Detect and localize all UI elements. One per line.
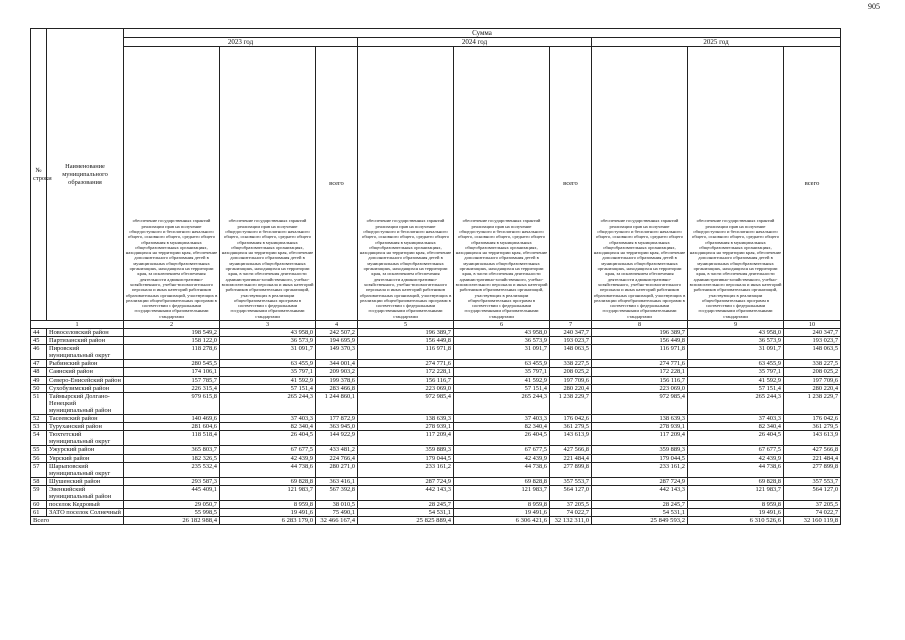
value-cell: 172 228,1 [592,368,688,376]
value-cell: 157 785,7 [124,376,220,384]
value-cell: 221 484,4 [550,454,592,462]
table-row [31,454,841,462]
municipality-name: Тюхтетский муниципальный округ [47,431,124,446]
value-cell: 37 403,3 [220,415,316,423]
value-cell: 280 220,4 [550,384,592,392]
column-number-7: 7 [550,321,592,329]
value-cell: 433 481,2 [316,446,358,454]
value-cell: 31 091,7 [454,345,550,360]
table-row [31,485,841,500]
value-cell: 75 490,1 [316,509,358,517]
total-value-cell: 6 310 526,6 [688,517,784,525]
value-cell: 37 205,5 [550,501,592,509]
value-cell: 31 091,7 [688,345,784,360]
value-cell: 223 069,0 [592,384,688,392]
table-row [31,345,841,360]
value-cell: 82 340,4 [220,423,316,431]
value-cell: 36 573,9 [220,337,316,345]
value-cell: 193 023,7 [550,337,592,345]
value-cell: 442 143,3 [358,485,454,500]
value-cell: 567 392,8 [316,485,358,500]
value-cell: 156 449,8 [592,337,688,345]
header-desc-b-2024: обеспечение государственных гарантий реализации прав на получение общедоступного и бесплатного начального общего, основного общего, среднего общего образования в муниципальных общеобразовательных организациях, находящихся на территории края, обеспечение дополнительного образования детей в муниципальных общеобразовательных организациях, находящихся на территории края, в части обеспечения деятельности административно-хозяйственного, учебно-вспомогательного персонала и иных категорий работников образовательных организаций, участвующих в реализации общеобразовательных программ в соответствии с федеральными государственными образовательными стандартами [454,47,550,321]
municipality-name: Партизанский район [47,337,124,345]
value-cell: 564 127,0 [550,485,592,500]
value-cell: 176 042,6 [784,415,841,423]
total-value-cell: 32 160 119,8 [784,517,841,525]
value-cell: 197 709,6 [550,376,592,384]
value-cell: 117 209,4 [358,431,454,446]
value-cell: 69 828,8 [688,477,784,485]
row-number: 60 [31,501,47,509]
table-row [31,376,841,384]
value-cell: 35 797,1 [220,368,316,376]
value-cell: 277 899,8 [784,462,841,477]
value-cell: 274 771,6 [592,360,688,368]
row-number: 44 [31,329,47,337]
value-cell: 442 143,3 [592,485,688,500]
budget-table [30,28,841,525]
value-cell: 197 709,6 [784,376,841,384]
value-cell: 69 828,8 [220,477,316,485]
municipality-name: Новоселовский район [47,329,124,337]
row-number: 51 [31,392,47,414]
value-cell: 82 340,4 [688,423,784,431]
total-value-cell: 26 182 988,4 [124,517,220,525]
value-cell: 156 116,7 [592,376,688,384]
municipality-name: Сухобузимский район [47,384,124,392]
value-cell: 280 271,0 [316,462,358,477]
value-cell: 174 106,1 [124,368,220,376]
value-cell: 338 227,5 [550,360,592,368]
value-cell: 43 958,0 [454,329,550,337]
row-number: 48 [31,368,47,376]
value-cell: 278 939,1 [358,423,454,431]
row-number: 47 [31,360,47,368]
value-cell: 281 604,6 [124,423,220,431]
value-cell: 365 803,7 [124,446,220,454]
value-cell: 179 044,5 [358,454,454,462]
value-cell: 280 220,4 [784,384,841,392]
value-cell: 176 042,6 [550,415,592,423]
total-row [31,517,841,525]
municipality-name: Северо-Енисейский район [47,376,124,384]
table-row [31,423,841,431]
value-cell: 972 985,4 [358,392,454,414]
value-cell: 37 403,3 [688,415,784,423]
row-number: 56 [31,454,47,462]
value-cell: 42 439,9 [688,454,784,462]
header-desc-a-2024: обеспечение государственных гарантий реализации прав на получение общедоступного и бесплатного начального общего, основного общего, среднего общего образования в муниципальных общеобразовательных организациях, находящихся на территории края, обеспечение дополнительного образования детей в муниципальных общеобразовательных организациях, находящихся на территории края, за исключением обеспечения деятельности административно-хозяйственного, учебно-вспомогательного персонала и иных категорий работников образовательных организаций, участвующих в реализации общеобразовательных программ в соответствии с федеральными государственными образовательными стандартами [358,47,454,321]
value-cell: 28 245,7 [592,501,688,509]
table-row [31,368,841,376]
value-cell: 359 889,3 [592,446,688,454]
value-cell: 67 677,5 [220,446,316,454]
column-numbers-row [31,321,841,329]
value-cell: 344 001,4 [316,360,358,368]
value-cell: 74 022,7 [550,509,592,517]
value-cell: 199 378,6 [316,376,358,384]
value-cell: 121 983,7 [688,485,784,500]
value-cell: 240 347,7 [784,329,841,337]
value-cell: 35 797,1 [454,368,550,376]
value-cell: 287 724,9 [592,477,688,485]
table-body [31,329,841,525]
value-cell: 427 566,8 [784,446,841,454]
row-number: 49 [31,376,47,384]
value-cell: 283 466,8 [316,384,358,392]
value-cell: 221 484,4 [784,454,841,462]
value-cell: 233 161,2 [592,462,688,477]
value-cell: 280 545,5 [124,360,220,368]
value-cell: 235 532,4 [124,462,220,477]
total-value-cell: 25 849 593,2 [592,517,688,525]
table-header [31,29,841,329]
value-cell: 54 531,1 [358,509,454,517]
value-cell: 182 326,5 [124,454,220,462]
value-cell: 117 209,4 [592,431,688,446]
column-number-2: 2 [124,321,220,329]
value-cell: 63 455,9 [220,360,316,368]
value-cell: 26 404,5 [454,431,550,446]
row-number: 58 [31,477,47,485]
value-cell: 63 455,9 [454,360,550,368]
municipality-name: Шушенский район [47,477,124,485]
header-municipality-name: Наименование муниципального образования [47,29,124,321]
column-number-4: 4 [316,321,358,329]
value-cell: 42 439,9 [454,454,550,462]
table-row [31,415,841,423]
value-cell: 226 315,4 [124,384,220,392]
value-cell: 38 010,5 [316,501,358,509]
row-number: 57 [31,462,47,477]
value-cell: 278 939,1 [592,423,688,431]
value-cell: 31 091,7 [220,345,316,360]
value-cell: 427 566,8 [550,446,592,454]
value-cell: 223 069,0 [358,384,454,392]
row-number: 52 [31,415,47,423]
table-row [31,329,841,337]
municipality-name: Эвенкийский муниципальный район [47,485,124,500]
municipality-name: поселок Кедровый [47,501,124,509]
value-cell: 143 613,9 [550,431,592,446]
value-cell: 41 592,9 [220,376,316,384]
municipality-name: Пировский муниципальный округ [47,345,124,360]
value-cell: 338 227,5 [784,360,841,368]
value-cell: 8 959,8 [220,501,316,509]
column-number-5: 5 [358,321,454,329]
value-cell: 37 205,5 [784,501,841,509]
value-cell: 1 238 229,7 [550,392,592,414]
total-value-cell: 32 132 311,0 [550,517,592,525]
value-cell: 208 025,2 [550,368,592,376]
value-cell: 42 439,9 [220,454,316,462]
municipality-name: Шарыповский муниципальный округ [47,462,124,477]
value-cell: 148 063,5 [550,345,592,360]
value-cell: 274 771,6 [358,360,454,368]
row-number: 61 [31,509,47,517]
table-row [31,462,841,477]
value-cell: 41 592,9 [688,376,784,384]
value-cell: 287 724,9 [358,477,454,485]
value-cell: 196 389,7 [358,329,454,337]
value-cell: 35 797,1 [688,368,784,376]
value-cell: 55 998,5 [124,509,220,517]
table-row [31,509,841,517]
table-row [31,501,841,509]
header-total-2024: всего [550,47,592,321]
value-cell: 118 278,6 [124,345,220,360]
table-row [31,392,841,414]
value-cell: 172 228,1 [358,368,454,376]
header-year-2025: 2025 год [592,38,841,47]
value-cell: 979 615,8 [124,392,220,414]
table-row [31,477,841,485]
value-cell: 26 404,5 [220,431,316,446]
value-cell: 265 244,3 [220,392,316,414]
value-cell: 361 279,5 [550,423,592,431]
page-number: 905 [868,2,880,11]
column-number-9: 9 [688,321,784,329]
table-row [31,384,841,392]
value-cell: 69 828,8 [454,477,550,485]
value-cell: 143 613,9 [784,431,841,446]
value-cell: 972 985,4 [592,392,688,414]
table-row [31,337,841,345]
row-number: 50 [31,384,47,392]
total-value-cell: 25 825 889,4 [358,517,454,525]
value-cell: 43 958,0 [220,329,316,337]
value-cell: 57 151,4 [454,384,550,392]
row-number: 53 [31,423,47,431]
municipality-name: Саянский район [47,368,124,376]
header-year-2023: 2023 год [124,38,358,47]
value-cell: 445 409,1 [124,485,220,500]
value-cell: 138 639,3 [358,415,454,423]
value-cell: 277 899,8 [550,462,592,477]
header-total-2023: всего [316,47,358,321]
value-cell: 233 161,2 [358,462,454,477]
value-cell: 363 945,0 [316,423,358,431]
table-row [31,360,841,368]
row-number: 54 [31,431,47,446]
value-cell: 193 023,7 [784,337,841,345]
value-cell: 361 279,5 [784,423,841,431]
total-value-cell: 6 306 421,6 [454,517,550,525]
column-number-10: 10 [784,321,841,329]
total-value-cell: 32 466 167,4 [316,517,358,525]
value-cell: 1 244 860,1 [316,392,358,414]
value-cell: 8 959,8 [454,501,550,509]
value-cell: 19 491,6 [454,509,550,517]
value-cell: 363 416,1 [316,477,358,485]
value-cell: 19 491,6 [688,509,784,517]
municipality-name: Таймырский Долгано-Ненецкий муниципальный район [47,392,124,414]
value-cell: 63 455,9 [688,360,784,368]
municipality-name: Тасеевский район [47,415,124,423]
value-cell: 44 738,6 [220,462,316,477]
header-year-2024: 2024 год [358,38,592,47]
value-cell: 36 573,9 [688,337,784,345]
header-desc-a-2025: обеспечение государственных гарантий реализации прав на получение общедоступного и бесплатного начального общего, основного общего, среднего общего образования в муниципальных общеобразовательных организациях, находящихся на территории края, обеспечение дополнительного образования детей в муниципальных общеобразовательных организациях, находящихся на территории края, за исключением обеспечения деятельности административно-хозяйственного, учебно-вспомогательного персонала и иных категорий работников образовательных организаций, участвующих в реализации общеобразовательных программ в соответствии с федеральными государственными образовательными стандартами [592,47,688,321]
value-cell: 121 983,7 [220,485,316,500]
municipality-name: Ужурский район [47,446,124,454]
value-cell: 149 370,3 [316,345,358,360]
value-cell: 44 738,6 [688,462,784,477]
value-cell: 564 127,0 [784,485,841,500]
value-cell: 208 025,2 [784,368,841,376]
value-cell: 37 403,3 [454,415,550,423]
value-cell: 54 531,1 [592,509,688,517]
value-cell: 265 244,3 [454,392,550,414]
value-cell: 67 677,5 [454,446,550,454]
column-number-3: 3 [220,321,316,329]
value-cell: 138 639,3 [592,415,688,423]
value-cell: 148 063,5 [784,345,841,360]
value-cell: 1 238 229,7 [784,392,841,414]
value-cell: 118 518,4 [124,431,220,446]
value-cell: 26 404,5 [688,431,784,446]
value-cell: 29 050,7 [124,501,220,509]
value-cell: 224 766,4 [316,454,358,462]
value-cell: 293 587,3 [124,477,220,485]
value-cell: 209 903,2 [316,368,358,376]
value-cell: 44 738,6 [454,462,550,477]
value-cell: 242 507,2 [316,329,358,337]
value-cell: 57 151,4 [688,384,784,392]
municipality-name: Туруханский район [47,423,124,431]
column-number-6: 6 [454,321,550,329]
row-number: 59 [31,485,47,500]
municipality-name: Уярский район [47,454,124,462]
column-number-8: 8 [592,321,688,329]
value-cell: 57 151,4 [220,384,316,392]
value-cell: 36 573,9 [454,337,550,345]
header-total-2025: всего [784,47,841,321]
value-cell: 8 959,8 [688,501,784,509]
total-label: Всего [31,517,124,525]
value-cell: 357 553,7 [784,477,841,485]
value-cell: 240 347,7 [550,329,592,337]
value-cell: 198 549,2 [124,329,220,337]
row-number: 46 [31,345,47,360]
value-cell: 359 889,3 [358,446,454,454]
row-number: 55 [31,446,47,454]
value-cell: 74 022,7 [784,509,841,517]
value-cell: 41 592,9 [454,376,550,384]
value-cell: 357 553,7 [550,477,592,485]
value-cell: 156 449,8 [358,337,454,345]
value-cell: 116 971,8 [358,345,454,360]
value-cell: 265 244,3 [688,392,784,414]
value-cell: 194 695,9 [316,337,358,345]
value-cell: 121 983,7 [454,485,550,500]
header-desc-b-2025: обеспечение государственных гарантий реализации прав на получение общедоступного и бесплатного начального общего, основного общего, среднего общего образования в муниципальных общеобразовательных организациях, находящихся на территории края, обеспечение дополнительного образования детей в муниципальных общеобразовательных организациях, находящихся на территории края, в части обеспечения деятельности административно-хозяйственного, учебно-вспомогательного персонала и иных категорий работников образовательных организаций, участвующих в реализации общеобразовательных программ в соответствии с федеральными государственными образовательными стандартами [688,47,784,321]
value-cell: 177 872,9 [316,415,358,423]
table-row [31,446,841,454]
header-desc-a-2023: обеспечение государственных гарантий реализации прав на получение общедоступного и бесплатного начального общего, основного общего, среднего общего образования в муниципальных общеобразовательных организациях, находящихся на территории края, обеспечение дополнительного образования детей в муниципальных общеобразовательных организациях, находящихся на территории края, за исключением обеспечения деятельности административно-хозяйственного, учебно-вспомогательного персонала и иных категорий работников образовательных организаций, участвующих в реализации общеобразовательных программ в соответствии с федеральными государственными образовательными стандартами [124,47,220,321]
value-cell: 179 044,5 [592,454,688,462]
header-sum: Сумма [124,29,841,38]
total-value-cell: 6 283 179,0 [220,517,316,525]
value-cell: 28 245,7 [358,501,454,509]
value-cell: 158 122,0 [124,337,220,345]
municipality-name: ЗАТО поселок Солнечный [47,509,124,517]
column-number-1: 1 [31,321,124,329]
value-cell: 156 116,7 [358,376,454,384]
value-cell: 43 958,0 [688,329,784,337]
table-row [31,431,841,446]
header-row-number: № строки [31,29,47,321]
value-cell: 196 389,7 [592,329,688,337]
value-cell: 19 491,6 [220,509,316,517]
value-cell: 67 677,5 [688,446,784,454]
row-number: 45 [31,337,47,345]
header-desc-b-2023: обеспечение государственных гарантий реализации прав на получение общедоступного и бесплатного начального общего, основного общего, среднего общего образования в муниципальных общеобразовательных организациях, находящихся на территории края, обеспечение дополнительного образования детей в муниципальных общеобразовательных организациях, находящихся на территории края, в части обеспечения деятельности административно-хозяйственного, учебно-вспомогательного персонала и иных категорий работников образовательных организаций, участвующих в реализации общеобразовательных программ в соответствии с федеральными государственными образовательными стандартами [220,47,316,321]
value-cell: 144 922,9 [316,431,358,446]
municipality-name: Рыбинский район [47,360,124,368]
value-cell: 82 340,4 [454,423,550,431]
value-cell: 116 971,8 [592,345,688,360]
value-cell: 140 469,6 [124,415,220,423]
